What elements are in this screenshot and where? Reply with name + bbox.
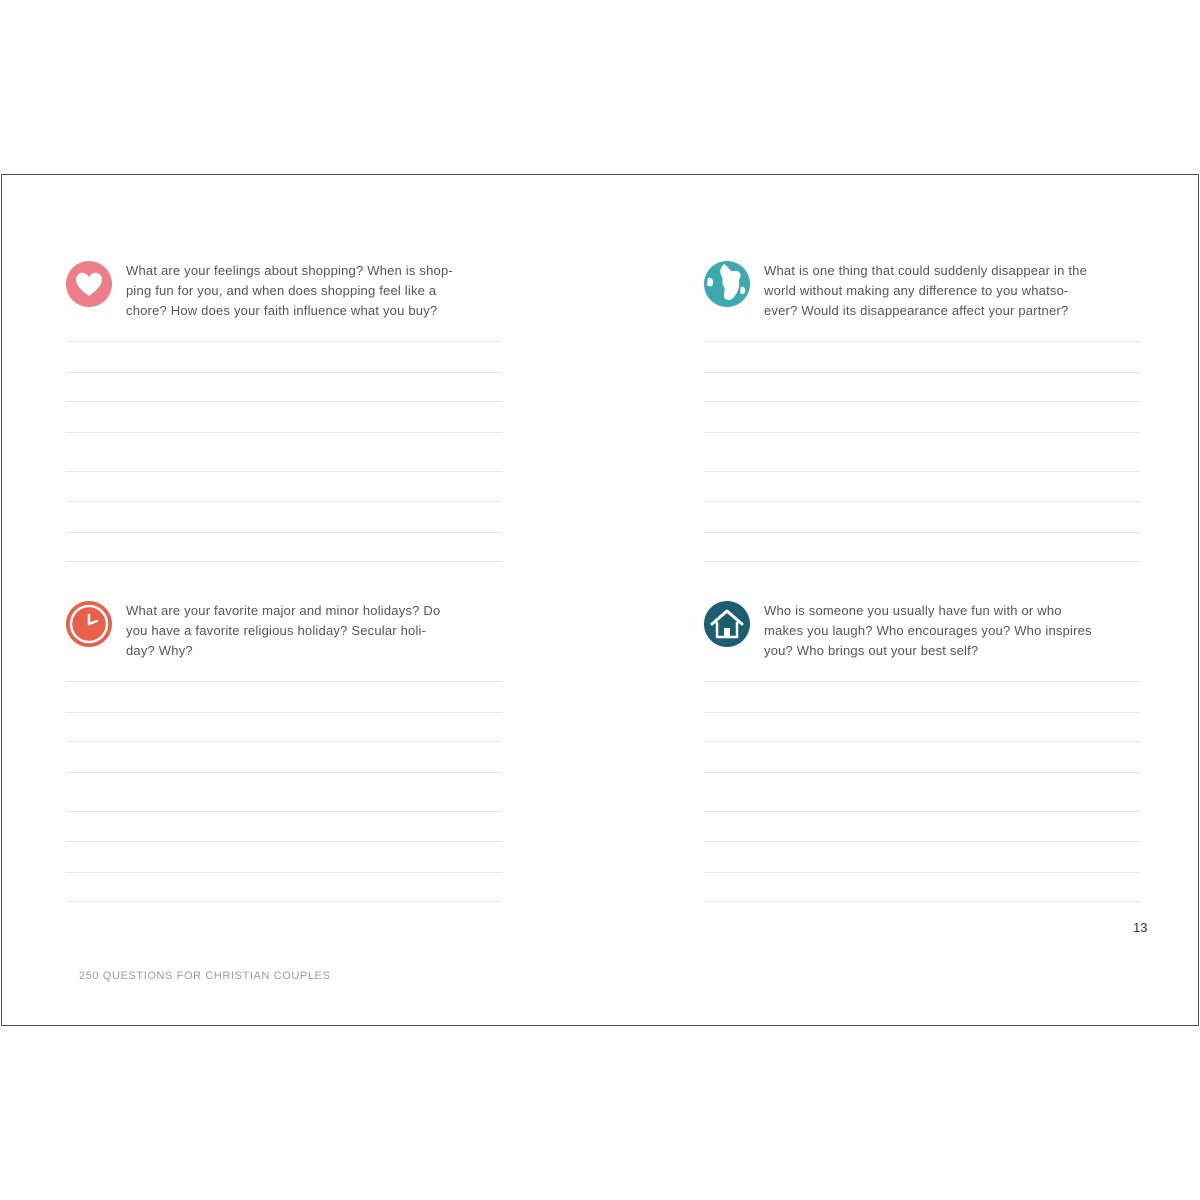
answer-line	[66, 501, 502, 502]
answer-line	[66, 772, 502, 773]
question-line: ever? Would its disappearance affect your partner?	[764, 303, 1069, 318]
answer-line	[704, 372, 1140, 373]
clock-icon	[66, 601, 112, 647]
answer-line	[66, 561, 502, 562]
answer-line	[704, 341, 1140, 342]
question-line: Who is someone you usually have fun with or who	[764, 603, 1062, 618]
question-text	[764, 601, 1140, 661]
answer-line	[704, 471, 1140, 472]
answer-line	[66, 681, 502, 682]
question-line: What are your favorite major and minor holidays? Do	[126, 603, 441, 618]
answer-line	[66, 712, 502, 713]
answer-line	[704, 811, 1140, 812]
question-text	[764, 261, 1140, 321]
answer-line	[704, 401, 1140, 402]
answer-line	[66, 401, 502, 402]
globe-icon	[704, 261, 750, 307]
question-line: What is one thing that could suddenly disappear in the	[764, 263, 1088, 278]
answer-line	[704, 532, 1140, 533]
answer-line	[704, 712, 1140, 713]
answer-line	[704, 841, 1140, 842]
question-line: world without making any difference to you whatso-	[764, 283, 1069, 298]
answer-line	[704, 901, 1140, 902]
running-footer: 250 QUESTIONS FOR CHRISTIAN COUPLES	[79, 970, 331, 982]
house-icon	[704, 601, 750, 647]
question-line: ping fun for you, and when does shopping feel like a	[126, 283, 437, 298]
question-line: chore? How does your faith influence what you buy?	[126, 303, 438, 318]
question-line: you have a favorite religious holiday? Secular holi-	[126, 623, 427, 638]
question-text	[126, 261, 502, 321]
question-line: What are your feelings about shopping? When is shop-	[126, 263, 453, 278]
page-number: 13	[1133, 920, 1148, 935]
question-line: day? Why?	[126, 643, 193, 658]
question-line: you? Who brings out your best self?	[764, 643, 979, 658]
answer-line	[704, 432, 1140, 433]
answer-line	[66, 532, 502, 533]
book-spread	[1, 174, 1199, 1026]
answer-line	[66, 372, 502, 373]
answer-line	[66, 341, 502, 342]
answer-line	[704, 681, 1140, 682]
answer-line	[66, 471, 502, 472]
heart-icon	[66, 261, 112, 307]
answer-line	[704, 561, 1140, 562]
answer-line	[704, 772, 1140, 773]
answer-line	[704, 501, 1140, 502]
answer-line	[66, 872, 502, 873]
answer-line	[66, 811, 502, 812]
answer-line	[66, 741, 502, 742]
answer-line	[66, 432, 502, 433]
answer-line	[66, 901, 502, 902]
answer-line	[704, 872, 1140, 873]
question-line: makes you laugh? Who encourages you? Who inspires	[764, 623, 1092, 638]
question-text	[126, 601, 502, 661]
answer-line	[66, 841, 502, 842]
answer-line	[704, 741, 1140, 742]
